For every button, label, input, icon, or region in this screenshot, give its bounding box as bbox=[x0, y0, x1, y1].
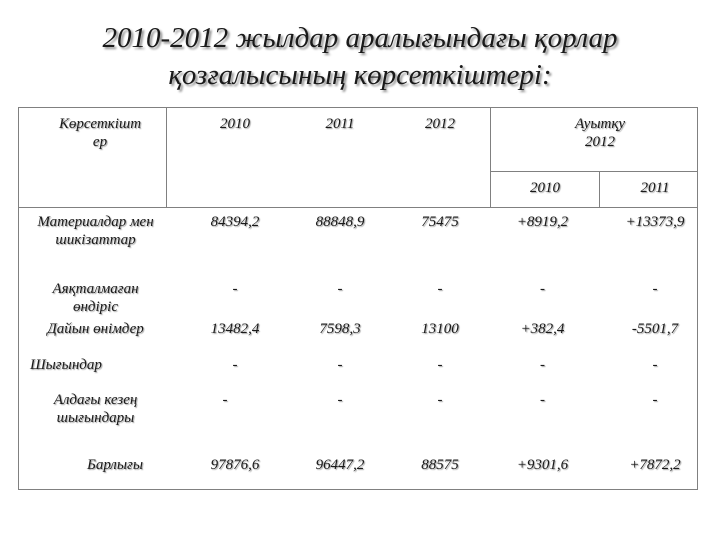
cell-deviation-2011: - bbox=[652, 357, 658, 373]
cell-2011: 7598,3 bbox=[319, 321, 361, 337]
cell-deviation-2011: -5501,7 bbox=[631, 321, 679, 337]
grid-divider-subcolumns bbox=[599, 171, 600, 207]
cell-deviation-2011: - bbox=[652, 281, 658, 297]
cell-deviation-2010: - bbox=[540, 392, 545, 408]
grid-divider-subheader bbox=[490, 171, 698, 172]
cell-2012: - bbox=[437, 392, 443, 408]
header-deviation: Ауытқу 2012 bbox=[575, 116, 625, 150]
cell-deviation-2010: +8919,2 bbox=[516, 214, 569, 230]
row-label: Аяқталмаған өндіріс bbox=[52, 281, 139, 315]
grid-divider-deviation bbox=[490, 107, 491, 207]
subheader-2010: 2010 bbox=[530, 180, 560, 196]
header-2011: 2011 bbox=[325, 116, 355, 132]
cell-2012: 88575 bbox=[421, 457, 459, 473]
cell-2011: - bbox=[337, 281, 343, 297]
cell-2010: 84394,2 bbox=[210, 214, 260, 230]
grid-divider-header bbox=[18, 207, 698, 208]
cell-2012: - bbox=[437, 281, 443, 297]
title-line-1: 2010-2012 жылдар аралығындағы қорлар bbox=[102, 22, 618, 54]
header-indicator: Көрсеткішт ер bbox=[58, 116, 142, 150]
cell-2010: 13482,4 bbox=[210, 321, 260, 337]
cell-deviation-2011: +13373,9 bbox=[625, 214, 685, 230]
cell-deviation-2010: - bbox=[540, 357, 545, 373]
header-2012: 2012 bbox=[425, 116, 455, 132]
row-label: Барлығы bbox=[87, 457, 143, 473]
cell-2010: - bbox=[222, 392, 228, 408]
page-title bbox=[0, 20, 720, 94]
cell-deviation-2011: +7872,2 bbox=[629, 457, 681, 473]
cell-2011: 88848,9 bbox=[315, 214, 365, 230]
cell-deviation-2010: +382,4 bbox=[520, 321, 565, 337]
header-2010: 2010 bbox=[220, 116, 250, 132]
cell-deviation-2010: +9301,6 bbox=[516, 457, 569, 473]
cell-2010: - bbox=[232, 281, 238, 297]
row-label: Материалдар мен шикізаттар bbox=[37, 214, 154, 248]
grid-divider-label bbox=[166, 107, 167, 207]
cell-2010: 97876,6 bbox=[210, 457, 260, 473]
cell-2010: - bbox=[232, 357, 238, 373]
cell-2012: 13100 bbox=[421, 321, 459, 337]
cell-deviation-2011: - bbox=[652, 392, 658, 408]
subheader-2011: 2011 bbox=[640, 180, 670, 196]
cell-2012: 75475 bbox=[421, 214, 459, 230]
cell-deviation-2010: - bbox=[540, 281, 545, 297]
row-label: Дайын өнімдер bbox=[47, 321, 144, 337]
row-label: Алдағы кезең шығындары bbox=[53, 392, 138, 426]
row-label: Шығындар bbox=[30, 357, 102, 373]
title-line-2: қозғалысының көрсеткіштері: bbox=[168, 59, 552, 91]
cell-2011: 96447,2 bbox=[315, 457, 365, 473]
cell-2011: - bbox=[337, 392, 343, 408]
cell-2012: - bbox=[437, 357, 443, 373]
cell-2011: - bbox=[337, 357, 343, 373]
